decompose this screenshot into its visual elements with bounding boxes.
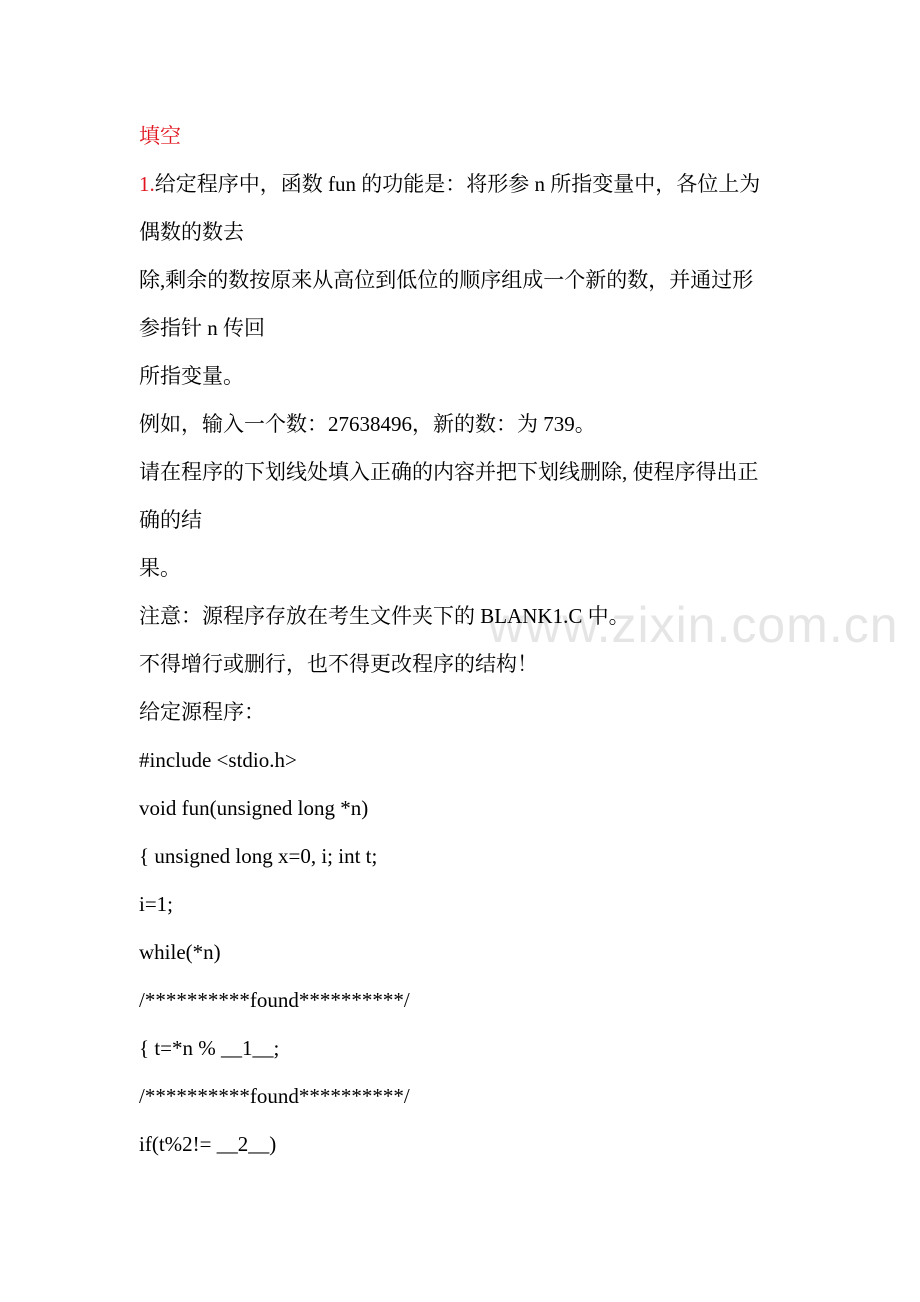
question-line-3: 除,剩余的数按原来从高位到低位的顺序组成一个新的数，并通过形 bbox=[139, 268, 754, 292]
question-number: 1. bbox=[139, 172, 155, 196]
code-line: { unsigned long x=0, i; int t; bbox=[139, 844, 378, 868]
code-line: if(t%2!= __2__) bbox=[139, 1132, 277, 1156]
note-line: 注意：源程序存放在考生文件夹下的 BLANK1.C 中。 bbox=[139, 604, 630, 628]
code-line: void fun(unsigned long *n) bbox=[139, 796, 369, 820]
question-text: 给定程序中，函数 fun 的功能是：将形参 n 所指变量中，各位上为 bbox=[154, 172, 761, 196]
watermark: www.zixin.com.cn bbox=[488, 597, 899, 653]
question-line-2: 偶数的数去 bbox=[139, 220, 244, 244]
code-line: /**********found**********/ bbox=[139, 1084, 410, 1108]
code-line: { t=*n % __1__; bbox=[139, 1036, 280, 1060]
example-line: 例如，输入一个数：27638496，新的数：为 739。 bbox=[139, 412, 596, 436]
code-line: while(*n) bbox=[139, 940, 221, 964]
instruction-line-2: 确的结 bbox=[139, 508, 202, 532]
question-line-1 bbox=[139, 160, 799, 208]
code-line: /**********found**********/ bbox=[139, 988, 410, 1012]
section-heading: 填空 bbox=[139, 124, 181, 148]
question-line-4: 参指针 n 传回 bbox=[139, 316, 265, 340]
source-intro-line: 给定源程序： bbox=[139, 700, 265, 724]
rule-line: 不得增行或删行，也不得更改程序的结构！ bbox=[139, 652, 538, 676]
code-line: #include <stdio.h> bbox=[139, 748, 297, 772]
instruction-line-3: 果。 bbox=[139, 556, 181, 580]
question-line-5: 所指变量。 bbox=[139, 364, 244, 388]
instruction-line-1: 请在程序的下划线处填入正确的内容并把下划线删除, 使程序得出正 bbox=[139, 460, 759, 484]
code-line: i=1; bbox=[139, 892, 174, 916]
